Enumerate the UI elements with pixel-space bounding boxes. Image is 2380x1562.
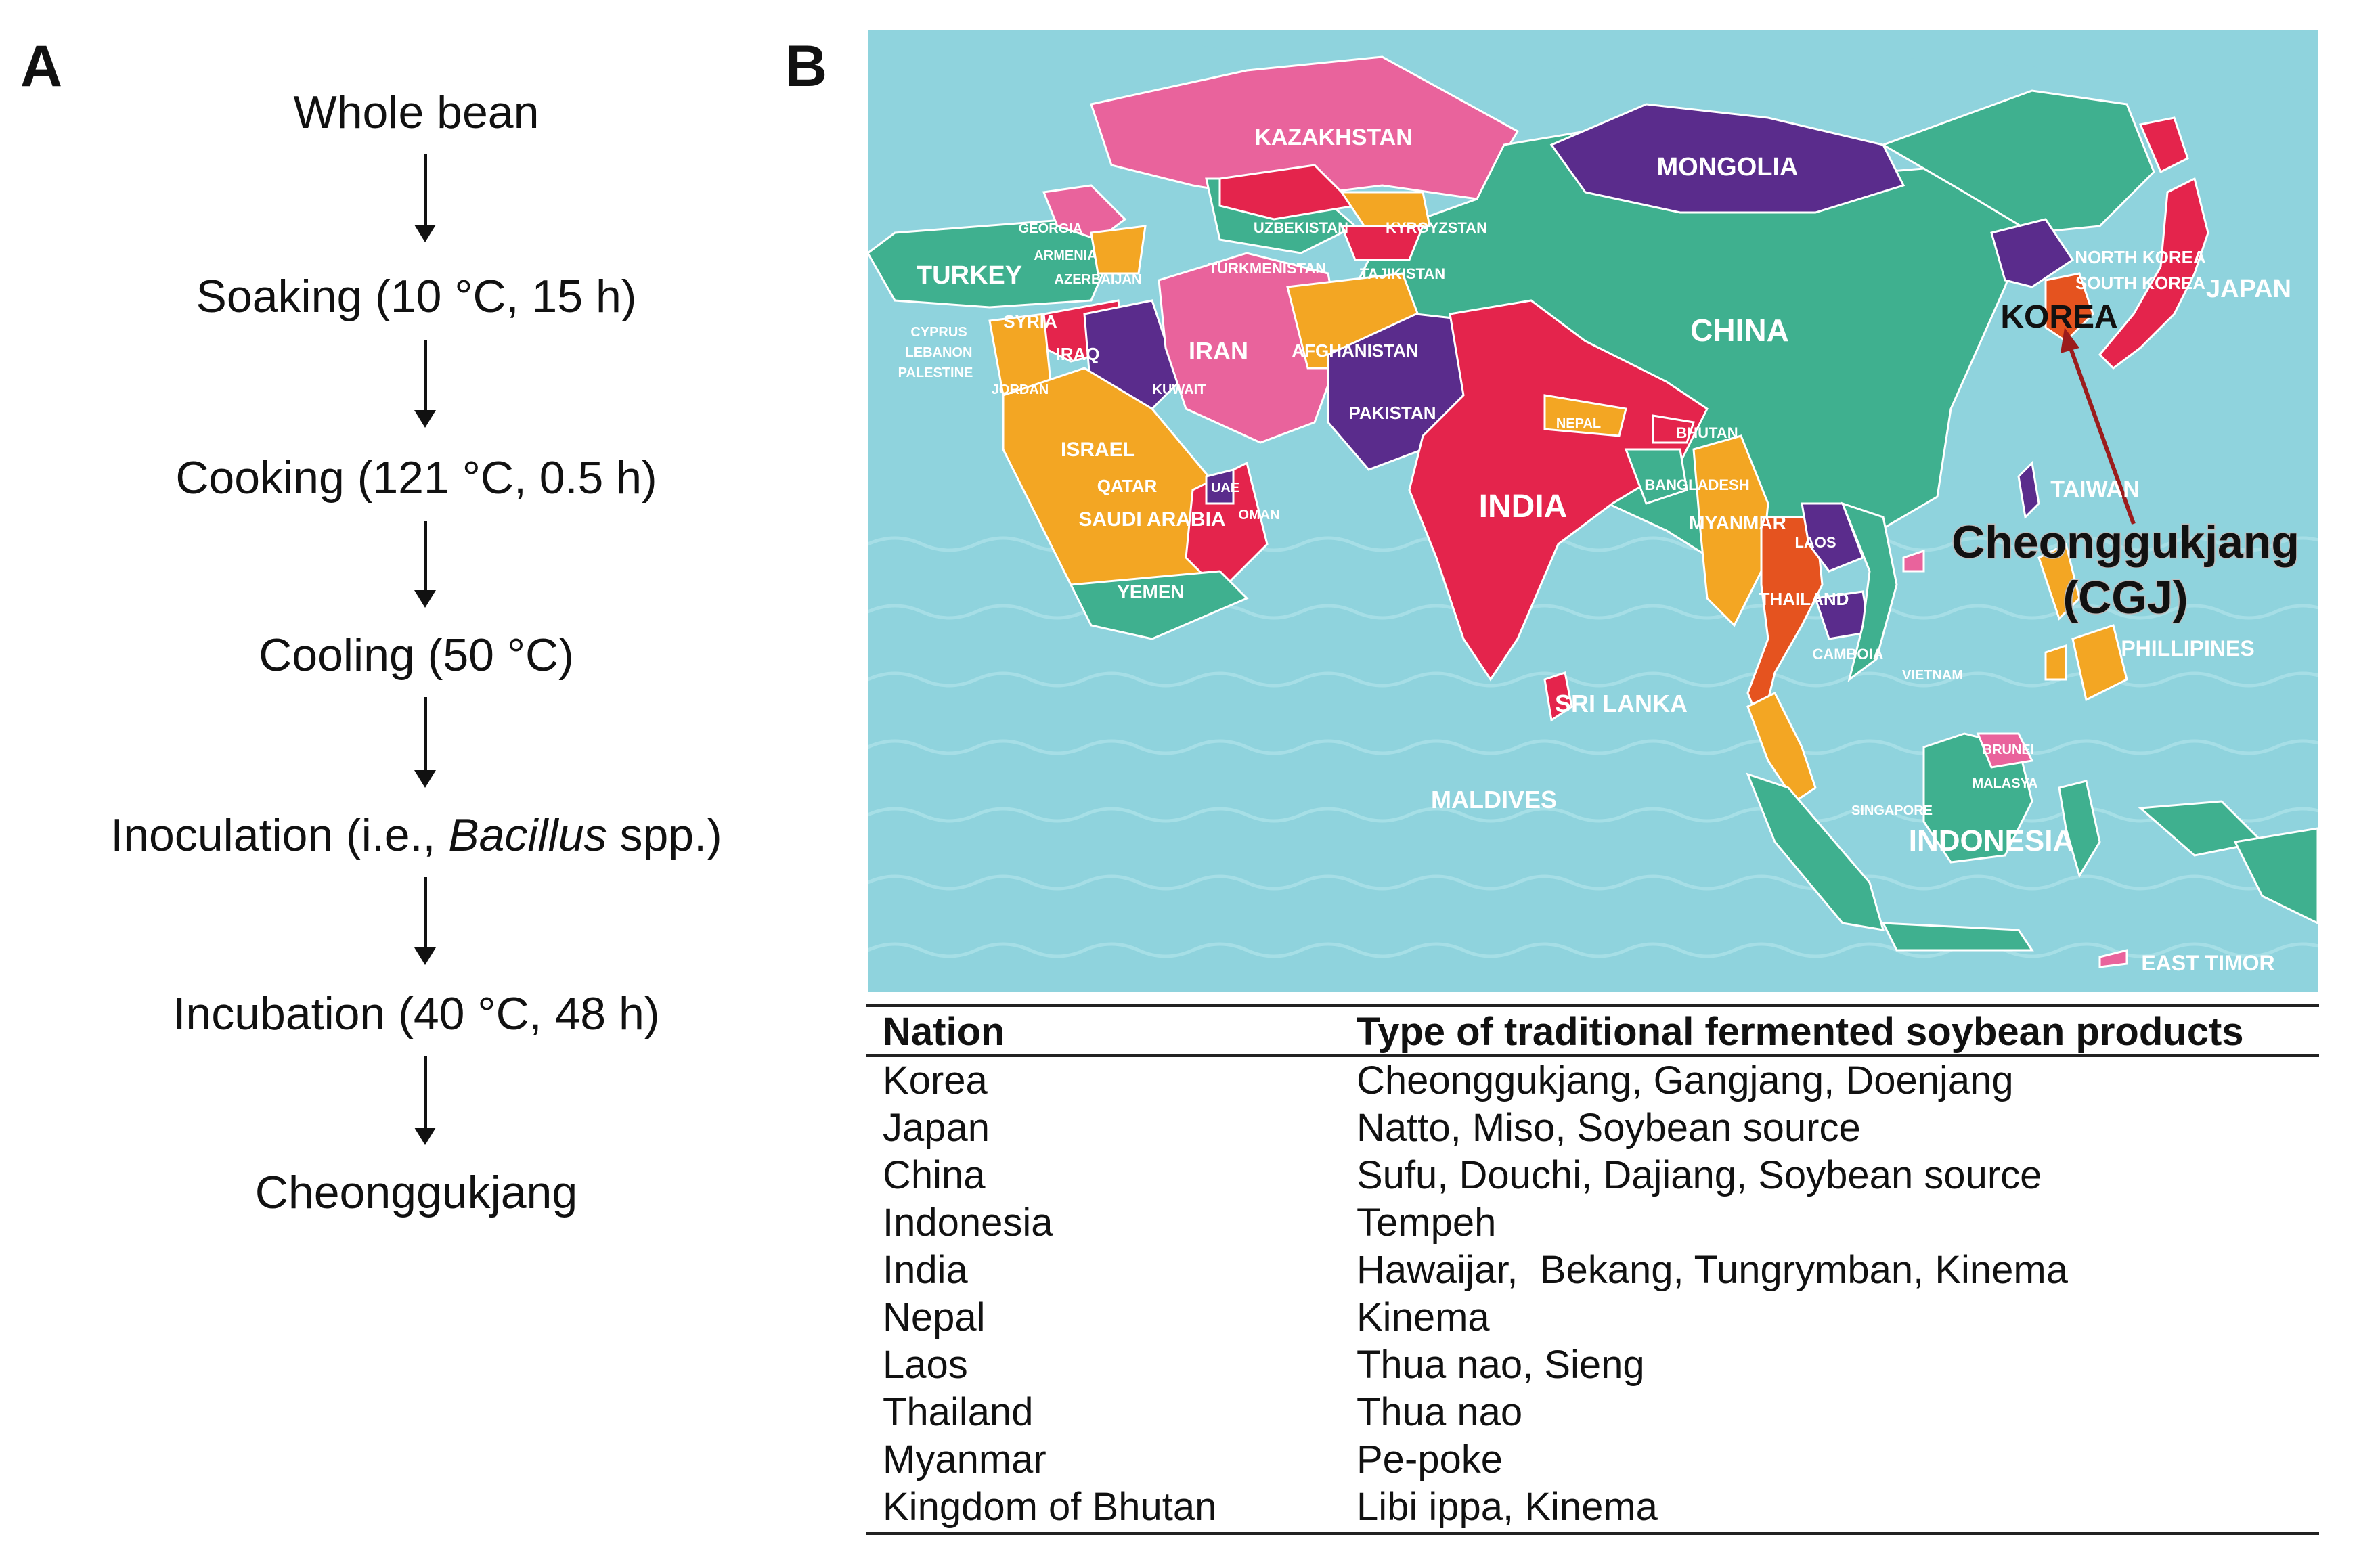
label-brunei: BRUNEI (1982, 742, 2035, 757)
label-vietnam: VIETNAM (1902, 668, 1963, 683)
step-whole-bean: Whole bean (293, 87, 539, 138)
label-kazakhstan: KAZAKHSTAN (1254, 125, 1413, 150)
label-kuwait: KUWAIT (1152, 382, 1206, 397)
cell-nation: China (883, 1153, 986, 1197)
cell-nation: Korea (883, 1058, 988, 1102)
cell-products: Libi ippa, Kinema (1357, 1485, 1658, 1529)
cell-nation: Indonesia (883, 1201, 1053, 1245)
label-georgia: GEORGIA (1018, 221, 1083, 236)
label-armenia: ARMENIA (1034, 248, 1097, 263)
cell-products: Cheonggukjang, Gangjang, Doenjang (1357, 1058, 2014, 1102)
label-philippines: PHILLIPINES (2121, 636, 2255, 661)
label-oman: OMAN (1238, 508, 1280, 522)
label-bangladesh: BANGLADESH (1644, 476, 1750, 493)
label-south-korea: SOUTH KOREA (2075, 273, 2206, 293)
label-indonesia: INDONESIA (1908, 824, 2075, 857)
label-uae: UAE (1210, 481, 1240, 495)
label-azerbaijan: AZERBAIJAN (1054, 272, 1142, 287)
cell-products: Pe-poke (1357, 1437, 1503, 1481)
label-yemen: YEMEN (1117, 581, 1185, 602)
panel-b-label: B (785, 34, 828, 99)
cell-nation: Kingdom of Bhutan (883, 1485, 1217, 1529)
label-turkey: TURKEY (916, 261, 1023, 290)
flow-arrow (421, 697, 429, 788)
table-top-rule (866, 1004, 2319, 1007)
label-syria: SYRIA (1003, 311, 1057, 332)
label-jordan: JORDAN (991, 382, 1049, 397)
label-bhutan: BHUTAN (1676, 424, 1738, 441)
cell-products: Thua nao (1357, 1390, 1523, 1434)
cell-products: Tempeh (1357, 1201, 1497, 1245)
label-sri-lanka: SRI LANKA (1555, 690, 1688, 717)
header-nation: Nation (883, 1010, 1005, 1054)
label-kyrgyzstan: KYRGYZSTAN (1386, 219, 1487, 236)
label-iraq: IRAQ (1055, 344, 1100, 364)
flow-arrow (421, 877, 429, 965)
callout-cheonggukjang: Cheonggukjang (1952, 516, 2299, 568)
label-lebanon: LEBANON (905, 345, 973, 360)
label-qatar: QATAR (1097, 476, 1158, 496)
label-japan: JAPAN (2206, 275, 2291, 303)
label-myanmar: MYANMAR (1689, 512, 1786, 533)
label-singapore: SINGAPORE (1851, 803, 1933, 818)
step-inoculation: Inoculation (i.e., Bacillus spp.) (110, 809, 722, 861)
table-bottom-rule (866, 1532, 2319, 1535)
label-korea: KOREA (2000, 299, 2118, 335)
label-nepal: NEPAL (1556, 416, 1602, 431)
label-palestine: PALESTINE (898, 365, 973, 380)
panel-a-label: A (20, 34, 63, 99)
cell-products: Natto, Miso, Soybean source (1357, 1106, 1861, 1150)
cell-products: Thua nao, Sieng (1357, 1343, 1645, 1387)
label-tajikistan: TAJIKISTAN (1359, 265, 1446, 282)
flow-arrow (421, 154, 429, 242)
step-soaking: Soaking (10 °C, 15 h) (196, 271, 637, 322)
label-thailand: THAILAND (1759, 589, 1849, 609)
label-iran: IRAN (1189, 337, 1248, 365)
label-cyprus: CYPRUS (910, 325, 967, 340)
cell-nation: Laos (883, 1343, 968, 1387)
label-taiwan: TAIWAN (2050, 476, 2140, 502)
cell-nation: Myanmar (883, 1437, 1046, 1481)
label-north-korea: NORTH KOREA (2075, 247, 2206, 267)
label-turkmenistan: TURKMENISTAN (1208, 260, 1327, 277)
label-saudi-arabia: SAUDI ARABIA (1078, 508, 1226, 531)
step-cooking: Cooking (121 °C, 0.5 h) (175, 452, 657, 504)
label-laos: LAOS (1794, 534, 1836, 551)
cell-nation: Japan (883, 1106, 990, 1150)
label-mongolia: MONGOLIA (1656, 153, 1799, 181)
cell-products: Kinema (1357, 1295, 1490, 1339)
label-malaysia: MALASYA (1972, 776, 2038, 791)
cell-nation: India (883, 1248, 968, 1292)
label-afghanistan: AFGHANISTAN (1292, 340, 1419, 361)
header-products: Type of traditional fermented soybean products (1357, 1010, 2244, 1054)
asia-map (868, 30, 2318, 992)
cell-products: Sufu, Douchi, Dajiang, Soybean source (1357, 1153, 2042, 1197)
bacillus-italic: Bacillus (448, 809, 607, 861)
step-cooling: Cooling (50 °C) (259, 629, 574, 681)
label-maldives: MALDIVES (1430, 786, 1558, 813)
label-china: CHINA (1690, 313, 1789, 348)
flow-arrow (421, 340, 429, 428)
label-israel: ISRAEL (1060, 439, 1136, 461)
step-cheonggukjang: Cheonggukjang (255, 1167, 578, 1218)
cell-products: Hawaijar, Bekang, Tungrymban, Kinema (1357, 1248, 2068, 1292)
cell-nation: Nepal (883, 1295, 986, 1339)
flow-arrow (421, 521, 429, 608)
label-india: INDIA (1478, 489, 1568, 525)
label-east-timor: EAST TIMOR (2141, 951, 2275, 975)
label-pakistan: PAKISTAN (1348, 403, 1436, 423)
callout-cgj: (CGJ) (2063, 572, 2188, 623)
cell-nation: Thailand (883, 1390, 1034, 1434)
label-uzbekistan: UZBEKISTAN (1253, 219, 1349, 236)
label-cambodia: CAMBOIA (1812, 646, 1884, 663)
flow-arrow (421, 1056, 429, 1145)
step-incubation: Incubation (40 °C, 48 h) (173, 988, 660, 1040)
